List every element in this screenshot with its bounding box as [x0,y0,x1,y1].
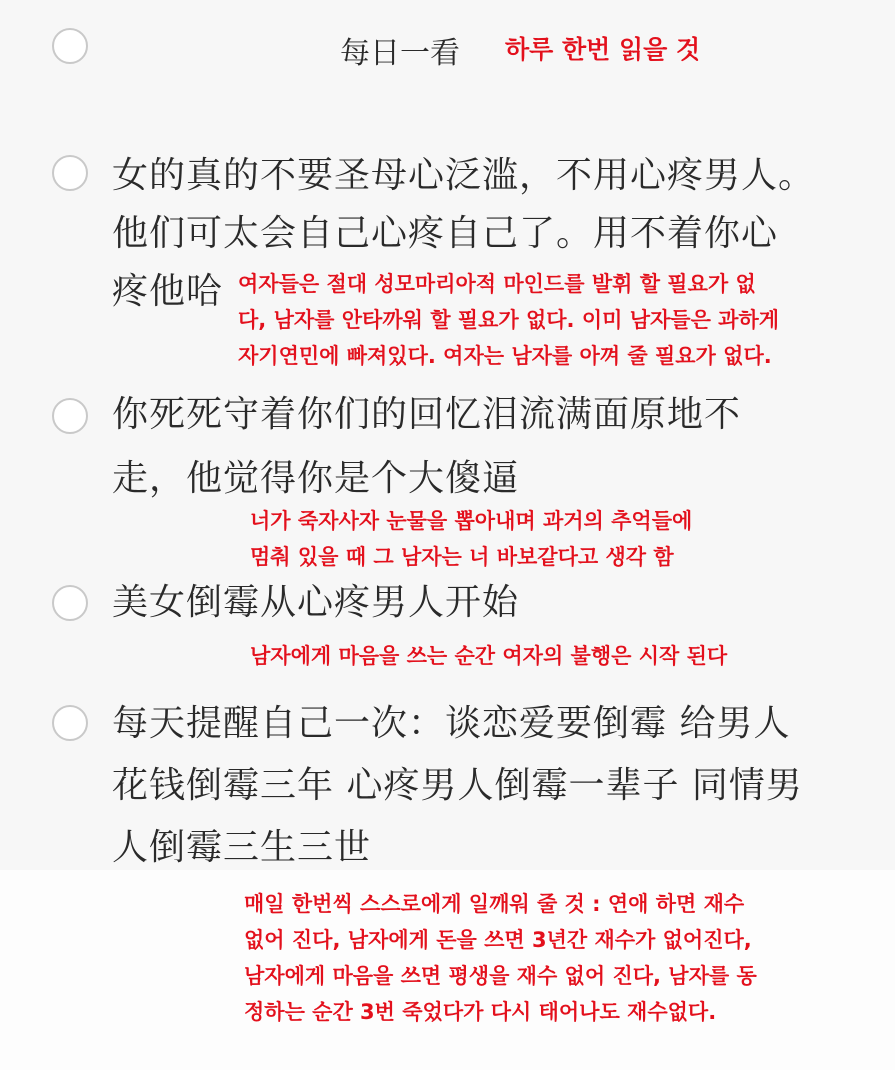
ko-line: 멈춰 있을 때 그 남자는 너 바보같다고 생각 함 [250,545,674,569]
ko-line: 남자에게 마음을 쓰는 순간 여자의 불행은 시작 된다 [250,644,728,668]
item-3-chinese [112,581,519,625]
zh-line: 每天提醒自己一次：谈恋爱要倒霉 给男人 [112,703,791,744]
ko-line: 여자들은 절대 성모마리아적 마인드를 발휘 할 필요가 없 [238,272,756,296]
radio-item-4[interactable] [52,705,88,741]
radio-item-2[interactable] [52,398,88,434]
item-4-chinese [112,702,803,870]
zh-line: 花钱倒霉三年 心疼男人倒霉一辈子 同情男 [112,765,803,806]
radio-header[interactable] [52,28,88,64]
zh-line: 美女倒霉从心疼男人开始 [112,582,520,623]
ko-line: 없어 진다, 남자에게 돈을 쓰면 3년간 재수가 없어진다, [244,928,752,952]
zh-line: 疼他哈 [112,271,224,312]
item-4-korean [244,886,757,1030]
zh-line: 他们可太会自己心疼自己了。用不着你心 [112,213,779,254]
ko-line: 매일 한번씩 스스로에게 일깨워 줄 것 : 연애 하면 재수 [244,892,745,916]
ko-line: 자기연민에 빠져있다. 여자는 남자를 아껴 줄 필요가 없다. [238,344,772,368]
zh-line: 走，他觉得你是个大傻逼 [112,458,520,499]
radio-item-3[interactable] [52,585,88,621]
item-1-korean [238,266,779,374]
item-2-chinese [112,393,741,501]
header-chinese: 每日一看 [340,36,460,71]
ko-line: 다, 남자를 안타까워 할 필요가 없다. 이미 남자들은 과하게 [238,308,780,332]
ko-line: 정하는 순간 3번 죽었다가 다시 태어나도 재수없다. [244,1000,717,1024]
zh-line: 人倒霉三生三世 [112,827,372,868]
item-2-korean [250,503,692,575]
zh-line: 你死死守着你们的回忆泪流满面原地不 [112,394,742,435]
zh-line: 女的真的不要圣母心泛滥，不用心疼男人。 [112,155,816,196]
radio-item-1[interactable] [52,155,88,191]
ko-line: 너가 죽자사자 눈물을 뽑아내며 과거의 추억들에 [250,509,693,533]
item-3-korean [250,638,727,674]
ko-line: 남자에게 마음을 쓰면 평생을 재수 없어 진다, 남자를 동 [244,964,757,988]
header-korean: 하루 한번 읽을 것 [505,35,701,64]
